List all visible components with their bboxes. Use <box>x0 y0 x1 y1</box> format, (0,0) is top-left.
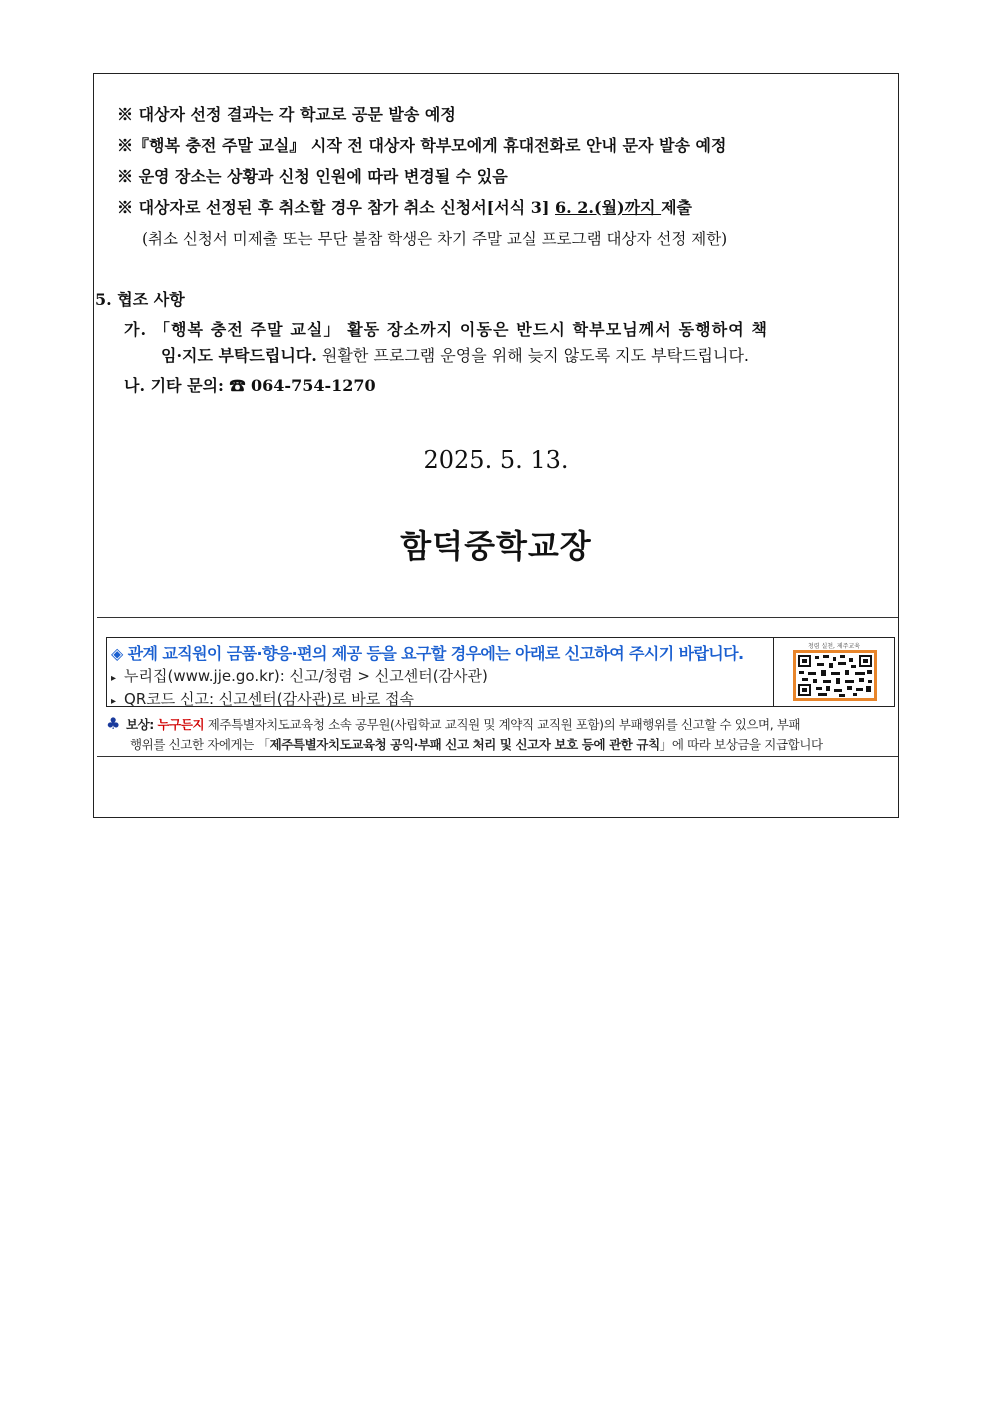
divider-top <box>97 617 898 618</box>
qr-cell <box>773 638 894 706</box>
reward-text2-pre: 행위를 신고한 자에게는 「 <box>130 737 270 752</box>
note-2: ※『행복 충전 주말 교실』 시작 전 대상자 학부모에게 휴대전화로 안내 문자 발송 예정 <box>117 136 727 155</box>
section-title: 5. 협조 사항 <box>95 290 185 309</box>
qr-caption: 청렴 실천, 제주교육 <box>807 643 861 650</box>
item-a-line2-bold: 임·지도 부탁드립니다. <box>161 346 317 365</box>
note-4 <box>117 198 692 218</box>
report-line-qr <box>111 688 414 709</box>
note-3: ※ 운영 장소는 상황과 신청 인원에 따라 변경될 수 있음 <box>117 167 508 186</box>
divider-bottom <box>97 756 898 757</box>
note-4-prefix: ※ 대상자로 선정된 후 취소할 경우 참가 취소 신청서[서식 3] <box>117 198 556 217</box>
report-line-website <box>111 665 488 686</box>
note-1: ※ 대상자 선정 결과는 각 학교로 공문 발송 예정 <box>117 105 456 124</box>
note-4-deadline: 6. 2.(월)까지 <box>555 198 662 217</box>
reward-notice <box>106 714 896 755</box>
qr-code-icon[interactable] <box>793 650 877 701</box>
item-a-line1: 가. 「행복 충전 주말 교실」 활동 장소까지 이동은 반드시 학부모님께서 동행하여 책 <box>124 320 769 339</box>
reward-notice-line2 <box>106 735 896 755</box>
report-heading: ◈ 관계 교직원이 금품·향응·편의 제공 등을 요구할 경우에는 아래로 신고하여 주시기 바랍니다. <box>111 644 744 663</box>
reward-rule-name: 제주특별자치도교육청 공익·부패 신고 처리 및 신고자 보호 등에 관한 규칙 <box>269 737 660 752</box>
document-date: 2025. 5. 13. <box>423 446 569 474</box>
document-frame <box>93 73 899 818</box>
bullet-triangle-icon: ▸ <box>111 673 117 684</box>
report-website-text[interactable]: 누리집(www.jje.go.kr): 신고/청렴 > 신고센터(감사관) <box>124 667 488 685</box>
item-a-line2 <box>161 346 749 366</box>
report-box <box>106 637 895 707</box>
item-a-line2-rest: 원활한 프로그램 운영을 위해 늦지 않도록 지도 부탁드립니다. <box>316 346 750 365</box>
bullet-triangle-icon: ▸ <box>111 696 117 707</box>
reward-text2-post: 」에 따라 보상금을 지급합니다 <box>659 737 823 752</box>
reward-label: 보상: <box>125 717 154 732</box>
reward-highlight: 누구든지 <box>157 717 205 732</box>
report-qr-text: QR코드 신고: 신고센터(감사관)로 바로 접속 <box>124 690 414 708</box>
reward-text1: 제주특별자치도교육청 소속 공무원(사립학교 교직원 및 계약직 교직원 포함)의 부패행위를 신고할 수 있으며, 부패 <box>204 717 801 732</box>
note-4-suffix: 제출 <box>661 198 692 217</box>
signature: 함덕중학교장 <box>400 527 592 565</box>
reward-notice-line1 <box>106 714 896 735</box>
note-sub: (취소 신청서 미제출 또는 무단 불참 학생은 차기 주말 교실 프로그램 대상자 선정 제한) <box>142 230 728 248</box>
club-icon: ♣ <box>106 714 120 733</box>
item-b-contact: 나. 기타 문의: ☎ 064-754-1270 <box>124 376 376 395</box>
